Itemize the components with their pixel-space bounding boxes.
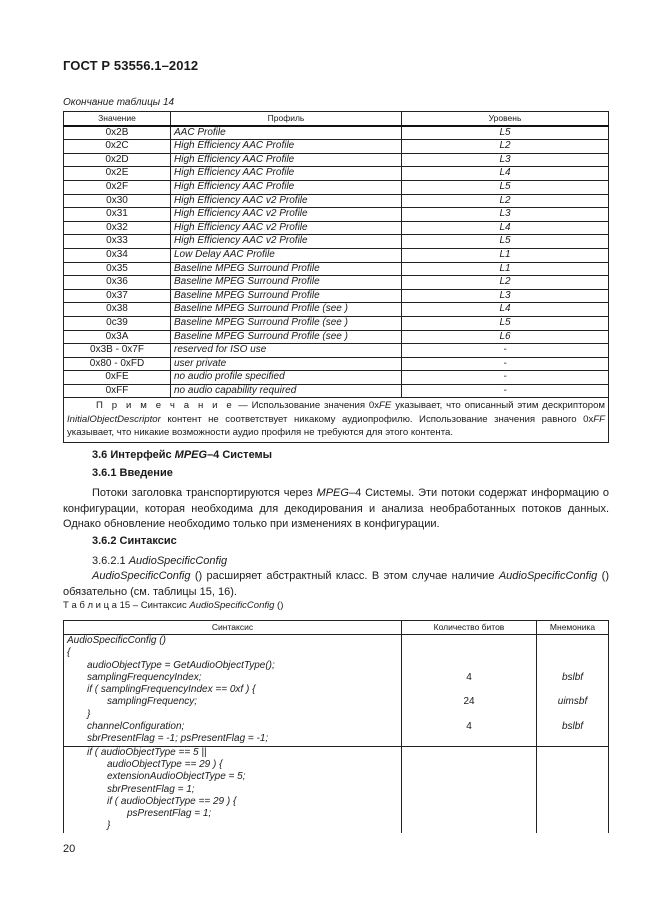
value-cell: 0x2B <box>64 126 171 140</box>
table-row <box>64 344 609 358</box>
table-row <box>64 167 609 181</box>
bits-value <box>405 784 533 796</box>
bits-value <box>405 684 533 696</box>
column-header-mnemonic: Мнемоника <box>537 621 609 635</box>
profile-cell: AAC Profile <box>171 126 402 140</box>
note-label: П р и м е ч а н и е <box>96 400 235 412</box>
profile-cell: High Efficiency AAC v2 Profile <box>171 235 402 249</box>
value-cell: 0x33 <box>64 235 171 249</box>
bits-value <box>405 796 533 808</box>
paragraph-text: –4 Системы. Эти потоки содержат информацию о конфигурации, которая необходима для декодирования и анализа необработанных потоков данных. Однако обновление необходимо только при изменениях в конфигурации. <box>63 487 609 530</box>
table-row <box>64 262 609 276</box>
value-cell: 0x2C <box>64 140 171 154</box>
value-cell: 0x35 <box>64 262 171 276</box>
table-row <box>64 248 609 262</box>
mnemonic-value <box>540 759 605 771</box>
value-cell: 0x30 <box>64 194 171 208</box>
profile-cell: High Efficiency AAC Profile <box>171 180 402 194</box>
section-3-6-1-heading: 3.6.1 Введение <box>92 467 173 479</box>
level-cell: - <box>402 384 609 398</box>
syntax-line: } <box>107 820 111 832</box>
profile-cell: Baseline MPEG Surround Profile <box>171 289 402 303</box>
mnemonic-cell <box>537 746 609 833</box>
paragraph-class-name: AudioSpecificConfig <box>498 570 598 582</box>
column-header-syntax: Синтаксис <box>64 621 402 635</box>
syntax-line: if ( samplingFrequencyIndex == 0xf ) { <box>87 684 256 696</box>
syntax-line: sbrPresentFlag = -1; psPresentFlag = -1; <box>87 733 269 745</box>
paragraph-text: () расширяет абстрактный класс. В этом случае наличие <box>190 570 499 582</box>
bits-value <box>405 808 533 820</box>
table-row <box>64 316 609 330</box>
table-row <box>64 371 609 385</box>
mnemonic-value: bslbf <box>561 671 584 683</box>
table-row <box>64 126 609 140</box>
profile-cell: Baseline MPEG Surround Profile <box>171 262 402 276</box>
profile-cell: Baseline MPEG Surround Profile (see ) <box>171 316 402 330</box>
level-cell: L5 <box>402 180 609 194</box>
mnemonic-value <box>540 820 605 832</box>
syntax-line: sbrPresentFlag = 1; <box>107 783 195 795</box>
bits-value <box>405 709 533 721</box>
table-row <box>64 153 609 167</box>
table-row <box>64 221 609 235</box>
bits-value <box>405 647 533 659</box>
level-cell: L6 <box>402 330 609 344</box>
syntax-line: audioObjectType == 29 ) { <box>107 758 223 770</box>
table-15-group-1 <box>64 635 609 747</box>
table-15-caption <box>63 600 283 611</box>
note-descriptor-name: InitialObjectDescriptor <box>67 413 161 425</box>
table-row <box>64 235 609 249</box>
level-cell: - <box>402 357 609 371</box>
column-header-profile: Профиль <box>171 112 402 126</box>
profile-cell: reserved for ISO use <box>171 344 402 358</box>
bits-value: 4 <box>466 721 472 733</box>
table-15 <box>63 620 609 833</box>
table-15-group-2 <box>64 746 609 833</box>
level-cell: - <box>402 344 609 358</box>
table-14-caption: Окончание таблицы 14 <box>63 97 175 108</box>
profile-cell: Baseline MPEG Surround Profile <box>171 276 402 290</box>
table-row <box>64 194 609 208</box>
profile-cell: High Efficiency AAC Profile <box>171 167 402 181</box>
syntax-line: extensionAudioObjectType = 5; <box>107 771 246 783</box>
profile-cell: no audio profile specified <box>171 371 402 385</box>
level-cell: L2 <box>402 194 609 208</box>
value-cell: 0x36 <box>64 276 171 290</box>
profile-cell: Baseline MPEG Surround Profile (see ) <box>171 330 402 344</box>
bits-value <box>405 759 533 771</box>
heading-mpeg: MPEG <box>174 449 208 461</box>
mnemonic-value: uimsbf <box>557 696 588 708</box>
level-cell: L2 <box>402 276 609 290</box>
level-cell: L3 <box>402 289 609 303</box>
syntax-line: audioObjectType = GetAudioObjectType(); <box>87 659 275 671</box>
level-cell: L1 <box>402 262 609 276</box>
bits-value <box>405 747 533 759</box>
level-cell: L3 <box>402 208 609 222</box>
table-15-header-row <box>64 621 609 635</box>
profile-cell: user private <box>171 357 402 371</box>
bits-value <box>405 635 533 647</box>
heading-text: –4 Системы <box>207 449 273 461</box>
bits-value <box>405 733 533 745</box>
paragraph-mpeg: MPEG <box>316 487 349 499</box>
syntax-line: if ( audioObjectType == 29 ) { <box>107 795 237 807</box>
section-3-6-heading <box>92 449 272 461</box>
value-cell: 0x38 <box>64 303 171 317</box>
bits-value: 24 <box>463 696 475 708</box>
profile-cell: High Efficiency AAC Profile <box>171 153 402 167</box>
section-3-6-2-1-heading <box>92 555 227 567</box>
table-row <box>64 303 609 317</box>
syntax-line: psPresentFlag = 1; <box>127 808 212 820</box>
column-header-bits: Количество битов <box>402 621 537 635</box>
value-cell: 0x3A <box>64 330 171 344</box>
syntax-cell <box>64 635 402 747</box>
note-text: указывает, что никакие возможности аудио профиля не требуются для этого контента. <box>67 427 453 439</box>
level-cell: L5 <box>402 235 609 249</box>
mnemonic-value <box>540 733 605 745</box>
mnemonic-value <box>540 808 605 820</box>
section-3-6-1-paragraph <box>63 486 609 533</box>
table-row <box>64 384 609 398</box>
value-cell: 0x31 <box>64 208 171 222</box>
table-row <box>64 140 609 154</box>
note-text: указывает, что описанный этим дескриптором <box>391 400 605 412</box>
value-cell: 0x37 <box>64 289 171 303</box>
syntax-line: if ( audioObjectType == 5 || <box>87 746 207 758</box>
bits-value <box>405 820 533 832</box>
value-cell: 0x34 <box>64 248 171 262</box>
syntax-line: channelConfiguration; <box>87 721 185 733</box>
level-cell: L1 <box>402 248 609 262</box>
column-header-level: Уровень <box>402 112 609 126</box>
heading-text: 3.6 Интерфейс <box>92 449 175 461</box>
section-3-6-2-heading: 3.6.2 Синтаксис <box>92 535 177 547</box>
bits-value: 4 <box>466 671 472 683</box>
level-cell: L4 <box>402 167 609 181</box>
mnemonic-value <box>540 647 605 659</box>
caption-text: 15 – Синтаксис <box>116 600 190 611</box>
mnemonic-value <box>540 660 605 672</box>
table-row <box>64 208 609 222</box>
value-cell: 0x3B - 0x7F <box>64 344 171 358</box>
note-code-ff: FF <box>593 413 605 425</box>
profile-cell: High Efficiency AAC v2 Profile <box>171 208 402 222</box>
caption-class-name: AudioSpecificConfig <box>189 600 275 611</box>
syntax-line: samplingFrequency; <box>107 696 198 708</box>
value-cell: 0x80 - 0xFD <box>64 357 171 371</box>
level-cell: L4 <box>402 303 609 317</box>
table-row <box>64 276 609 290</box>
level-cell: L3 <box>402 153 609 167</box>
profile-cell: High Efficiency AAC v2 Profile <box>171 194 402 208</box>
level-cell: L5 <box>402 126 609 140</box>
level-cell: L4 <box>402 221 609 235</box>
caption-text: () <box>274 600 284 611</box>
value-cell: 0xFE <box>64 371 171 385</box>
mnemonic-value <box>540 635 605 647</box>
bits-cell <box>402 746 537 833</box>
table-row <box>64 330 609 344</box>
note-text: — Использование значения 0x <box>234 400 380 412</box>
mnemonic-value <box>540 684 605 696</box>
bits-value <box>405 771 533 783</box>
subheading-name: AudioSpecificConfig <box>128 555 228 567</box>
bits-cell <box>402 635 537 747</box>
value-cell: 0x32 <box>64 221 171 235</box>
profile-cell: High Efficiency AAC Profile <box>171 140 402 154</box>
value-cell: 0xFF <box>64 384 171 398</box>
table-14-header-row <box>64 112 609 126</box>
column-header-value: Значение <box>64 112 171 126</box>
section-3-6-2-1-paragraph <box>63 569 609 600</box>
profile-cell: High Efficiency AAC v2 Profile <box>171 221 402 235</box>
mnemonic-value <box>540 784 605 796</box>
paragraph-class-name: AudioSpecificConfig <box>92 570 191 582</box>
table-14-note <box>64 398 609 443</box>
value-cell: 0x2D <box>64 153 171 167</box>
profile-cell: no audio capability required <box>171 384 402 398</box>
bits-value <box>405 660 533 672</box>
document-standard-header: ГОСТ Р 53556.1–2012 <box>63 58 199 73</box>
syntax-line: { <box>67 647 71 659</box>
paragraph-text: () обязательно (см. таблицы 15, 16). <box>63 570 609 598</box>
table-row <box>64 289 609 303</box>
caption-label: Т а б л и ц а <box>63 600 117 611</box>
table-14 <box>63 111 609 443</box>
table-row <box>64 180 609 194</box>
syntax-line: AudioSpecificConfig () <box>67 635 166 646</box>
value-cell: 0c39 <box>64 316 171 330</box>
level-cell: L2 <box>402 140 609 154</box>
subheading-number: 3.6.2.1 <box>92 555 129 567</box>
syntax-cell <box>64 746 402 833</box>
mnemonic-cell <box>537 635 609 747</box>
mnemonic-value <box>540 796 605 808</box>
note-code-fe: FE <box>379 400 392 412</box>
profile-cell: Low Delay AAC Profile <box>171 248 402 262</box>
syntax-line: samplingFrequencyIndex; <box>87 671 202 683</box>
value-cell: 0x2F <box>64 180 171 194</box>
table-row <box>64 357 609 371</box>
mnemonic-value: bslbf <box>561 721 584 733</box>
level-cell: L5 <box>402 316 609 330</box>
paragraph-text: Потоки заголовка транспортируются через <box>92 487 317 499</box>
page-number: 20 <box>63 843 76 855</box>
note-text: контент не соответствует никакому аудиопрофилю. Использование значения равного 0x <box>160 413 594 425</box>
syntax-line: } <box>87 708 91 720</box>
mnemonic-value <box>540 709 605 721</box>
mnemonic-value <box>540 771 605 783</box>
profile-cell: Baseline MPEG Surround Profile (see ) <box>171 303 402 317</box>
mnemonic-value <box>540 747 605 759</box>
table-14-note-row <box>64 398 609 443</box>
level-cell: - <box>402 371 609 385</box>
value-cell: 0x2E <box>64 167 171 181</box>
